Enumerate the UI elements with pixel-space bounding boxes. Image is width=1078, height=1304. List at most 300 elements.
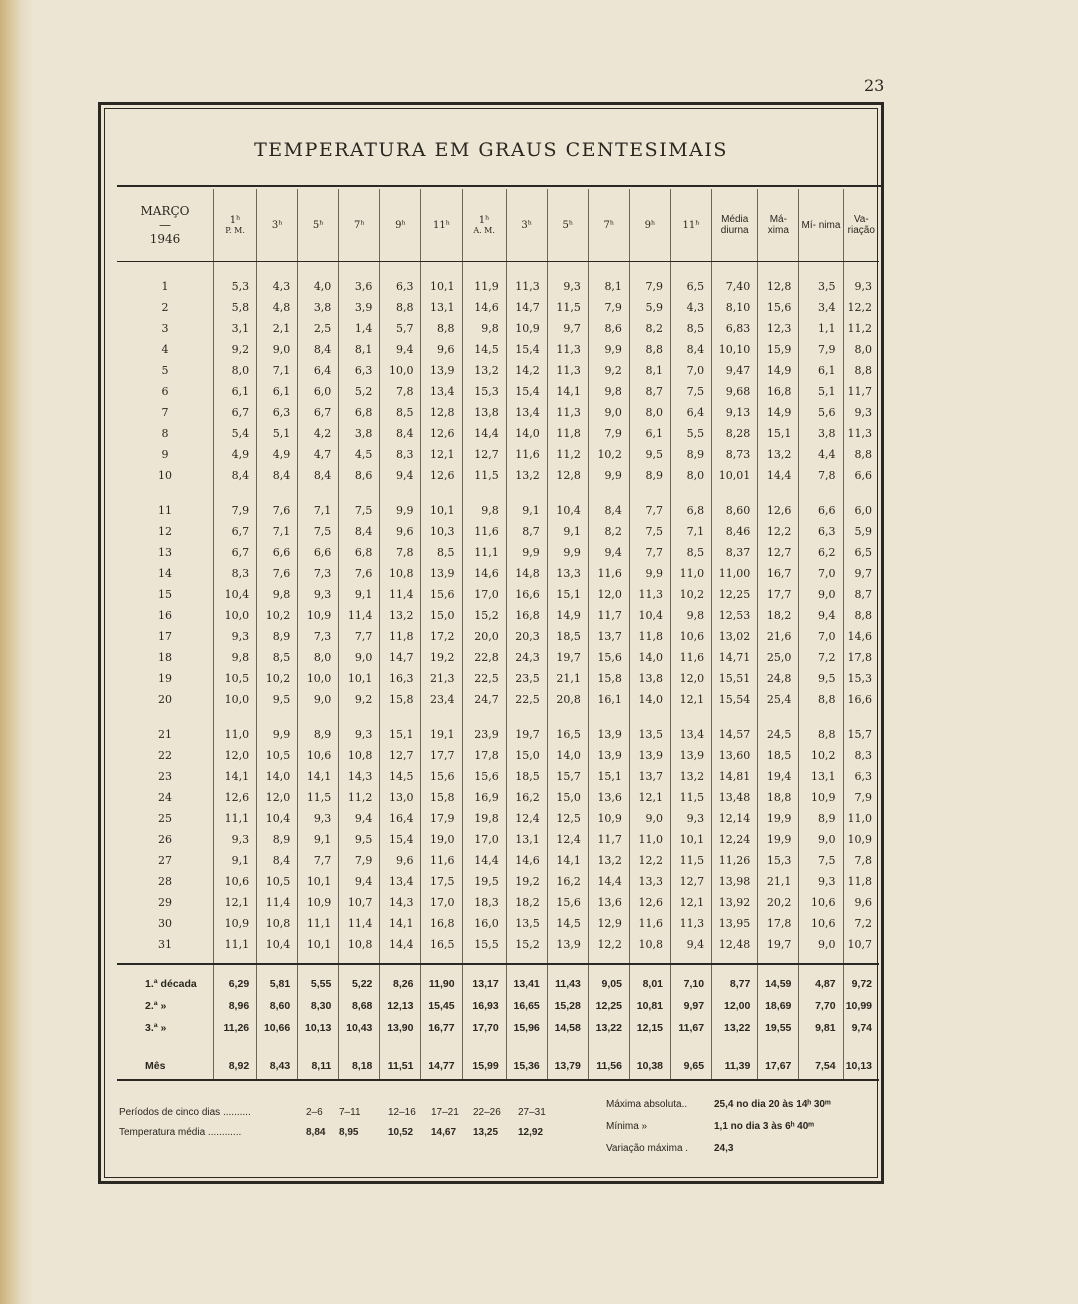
value-cell: 9,2 [214,339,257,360]
value-cell: 9,3 [298,584,339,605]
spacer-cell [547,710,588,724]
spacer-cell [117,262,214,277]
column-header-label: 11ʰ [432,219,451,231]
column-header-label: 7ʰ [354,219,365,231]
spacer-cell [758,486,799,500]
value-cell: 4,5 [339,444,380,465]
value-cell: 22,5 [462,668,506,689]
value-cell: 5,55 [298,973,339,995]
value-cell: 13,2 [588,850,629,871]
value-cell: 13,5 [629,724,670,745]
value-cell: 9,4 [339,871,380,892]
value-cell: 15,6 [588,647,629,668]
value-cell: 9,8 [588,381,629,402]
value-cell: 6,6 [799,500,843,521]
value-cell: 10,9 [843,829,879,850]
value-cell: 22,5 [506,689,547,710]
spacer-cell [257,964,298,973]
mean-value: 10,52 [388,1127,414,1138]
value-cell: 15,1 [547,584,588,605]
spacer-row [117,964,879,973]
value-cell: 12,14 [712,808,758,829]
value-cell: 14,6 [506,850,547,871]
row-label-cell: 12 [158,525,173,538]
value-cell: 2,5 [298,318,339,339]
value-cell: 8,73 [712,444,758,465]
value-cell: 4,9 [257,444,298,465]
value-cell: 8,9 [298,724,339,745]
spacer-cell [547,486,588,500]
spacer-cell [629,955,670,964]
value-cell: 24,7 [462,689,506,710]
value-cell: 8,6 [339,465,380,486]
value-cell: 12,2 [758,521,799,542]
value-cell: 9,0 [298,689,339,710]
value-cell: 13,0 [380,787,421,808]
value-cell: 8,1 [629,360,670,381]
value-cell: 18,2 [758,605,799,626]
value-cell: 12,0 [588,584,629,605]
spacer-cell [421,1039,462,1053]
value-cell: 14,77 [421,1053,462,1080]
value-cell: 8,77 [712,973,758,995]
spacer-cell [799,262,843,277]
value-cell: 24,5 [758,724,799,745]
value-cell: 10,5 [257,871,298,892]
value-cell: 12,6 [758,500,799,521]
value-cell: 15,6 [547,892,588,913]
value-cell: 15,4 [506,339,547,360]
column-header [547,189,588,262]
page-number: 23 [864,76,885,95]
value-cell: 10,13 [843,1053,879,1080]
row-label-cell: 21 [158,728,173,741]
value-cell: 10,4 [547,500,588,521]
spacer-cell [380,964,421,973]
value-cell: 10,2 [257,605,298,626]
value-cell: 9,9 [547,542,588,563]
value-cell: 16,0 [462,913,506,934]
value-cell: 14,59 [758,973,799,995]
value-cell: 17,70 [462,1017,506,1039]
value-cell: 10,1 [421,500,462,521]
value-cell: 9,6 [843,892,879,913]
column-header-label: 7ʰ [603,219,615,231]
value-cell: 25,4 [758,689,799,710]
row-label-cell: 9 [161,448,169,461]
value-cell: 24,8 [758,668,799,689]
value-cell: 14,0 [257,766,298,787]
spacer-cell [629,964,670,973]
value-cell: 5,9 [629,297,670,318]
value-cell: 5,3 [214,276,257,297]
value-cell: 8,0 [298,647,339,668]
period-value: 27–31 [518,1107,546,1118]
value-cell: 15,51 [712,668,758,689]
value-cell: 10,6 [298,745,339,766]
value-cell: 12,13 [380,995,421,1017]
value-cell: 15,4 [506,381,547,402]
value-cell: 5,9 [843,521,879,542]
table-body [117,262,879,1081]
value-cell: 8,2 [629,318,670,339]
value-cell: 9,8 [214,647,257,668]
row-label-cell: 22 [158,749,173,762]
column-header-label: Má- xima [767,214,789,236]
value-cell: 13,17 [462,973,506,995]
value-cell: 8,9 [257,829,298,850]
value-cell: 6,6 [257,542,298,563]
value-cell: 14,4 [588,871,629,892]
value-cell: 6,83 [712,318,758,339]
spacer-cell [629,710,670,724]
value-cell: 15,8 [588,668,629,689]
value-cell: 12,8 [547,465,588,486]
value-cell: 14,4 [758,465,799,486]
value-cell: 13,7 [588,626,629,647]
spacer-cell [588,710,629,724]
value-cell: 15,99 [462,1053,506,1080]
value-cell: 14,1 [214,766,257,787]
value-cell: 7,5 [339,500,380,521]
value-cell: 10,8 [257,913,298,934]
value-cell: 9,4 [380,339,421,360]
value-cell: 12,15 [629,1017,670,1039]
value-cell: 7,0 [671,360,712,381]
value-cell: 4,2 [298,423,339,444]
value-cell: 13,6 [588,787,629,808]
value-cell: 10,1 [298,871,339,892]
spacer-cell [298,262,339,277]
table-frame [98,102,884,1184]
value-cell: 7,2 [799,647,843,668]
value-cell: 5,1 [799,381,843,402]
column-header-label: 1ʰ [229,215,241,226]
day-row [117,423,879,444]
spacer-cell [117,964,214,973]
value-cell: 5,4 [214,423,257,444]
value-cell: 7,1 [671,521,712,542]
value-cell: 9,68 [712,381,758,402]
spacer-cell [547,1039,588,1053]
value-cell: 10,10 [712,339,758,360]
spacer-cell [117,486,214,500]
value-cell: 14,57 [712,724,758,745]
value-cell: 10,9 [588,808,629,829]
mean-value: 12,92 [518,1127,544,1138]
value-cell: 8,8 [843,605,879,626]
spacer-cell [421,964,462,973]
column-header [380,189,421,262]
day-row [117,787,879,808]
value-cell: 8,37 [712,542,758,563]
spacer-cell [588,262,629,277]
value-cell: 10,9 [298,605,339,626]
row-label-cell: 7 [161,406,169,419]
value-cell: 18,2 [506,892,547,913]
value-cell: 13,90 [380,1017,421,1039]
day-row [117,584,879,605]
mean-value: 8,84 [306,1127,326,1138]
value-cell: 10,7 [843,934,879,955]
value-cell: 13,2 [380,605,421,626]
value-cell: 16,2 [547,871,588,892]
row-label-cell: 19 [158,672,173,685]
value-cell: 12,0 [214,745,257,766]
value-cell: 12,9 [588,913,629,934]
value-cell: 19,7 [506,724,547,745]
value-cell: 10,6 [799,892,843,913]
spacer-cell [547,262,588,277]
value-cell: 10,4 [629,605,670,626]
value-cell: 23,9 [462,724,506,745]
column-header-label: 1ʰ [478,215,490,226]
value-cell: 9,4 [799,605,843,626]
value-cell: 11,1 [214,934,257,955]
periods-label: Períodos de cinco dias .......... [119,1107,251,1118]
value-cell: 9,4 [339,808,380,829]
spacer-cell [380,1039,421,1053]
value-cell: 11,7 [588,605,629,626]
value-cell: 8,4 [298,465,339,486]
variation-label: Variação máxima . [606,1143,689,1154]
value-cell: 12,1 [629,787,670,808]
value-cell: 10,7 [339,892,380,913]
spacer-cell [380,955,421,964]
spacer-cell [671,486,712,500]
decade-row [117,995,879,1017]
value-cell: 8,4 [298,339,339,360]
value-cell: 7,6 [257,500,298,521]
value-cell: 15,96 [506,1017,547,1039]
value-cell: 12,7 [758,542,799,563]
value-cell: 7,3 [298,563,339,584]
value-cell: 13,4 [421,381,462,402]
day-row [117,934,879,955]
value-cell: 12,0 [257,787,298,808]
value-cell: 24,3 [506,647,547,668]
column-header-label: Média diurna [720,214,749,236]
value-cell: 8,9 [671,444,712,465]
value-cell: 11,3 [843,423,879,444]
value-cell: 15,2 [506,934,547,955]
spacer-cell [257,486,298,500]
value-cell: 14,4 [462,423,506,444]
value-cell: 10,2 [588,444,629,465]
value-cell: 7,8 [380,542,421,563]
value-cell: 17,8 [462,745,506,766]
value-cell: 4,9 [214,444,257,465]
day-row [117,402,879,423]
value-cell: 13,4 [671,724,712,745]
value-cell: 11,0 [214,724,257,745]
row-label-cell: 17 [158,630,173,643]
value-cell: 19,2 [506,871,547,892]
column-header [671,189,712,262]
spacer-cell [671,1039,712,1053]
value-cell: 3,8 [339,423,380,444]
value-cell: 4,4 [799,444,843,465]
value-cell: 13,8 [462,402,506,423]
day-row [117,829,879,850]
value-cell: 3,8 [298,297,339,318]
value-cell: 4,3 [257,276,298,297]
value-cell: 15,6 [758,297,799,318]
value-cell: 11,1 [462,542,506,563]
value-cell: 11,8 [629,626,670,647]
column-header-label: 3ʰ [271,219,283,231]
value-cell: 9,47 [712,360,758,381]
value-cell: 10,9 [214,913,257,934]
value-cell: 9,3 [298,808,339,829]
value-cell: 15,54 [712,689,758,710]
day-row [117,381,879,402]
decade-row [117,1017,879,1039]
value-cell: 8,3 [380,444,421,465]
spacer-cell [257,955,298,964]
value-cell: 7,5 [799,850,843,871]
value-cell: 8,46 [712,521,758,542]
value-cell: 6,3 [380,276,421,297]
value-cell: 7,8 [380,381,421,402]
value-cell: 21,3 [421,668,462,689]
year-label: 1946 [149,232,181,246]
day-row [117,542,879,563]
row-label-cell: 25 [158,812,173,825]
value-cell: 13,2 [758,444,799,465]
value-cell: 19,7 [547,647,588,668]
value-cell: 10,81 [629,995,670,1017]
spacer-cell [799,964,843,973]
value-cell: 10,4 [214,584,257,605]
value-cell: 8,8 [629,339,670,360]
spacer-cell [671,710,712,724]
day-row [117,808,879,829]
value-cell: 15,9 [758,339,799,360]
row-label-cell: 26 [158,833,173,846]
value-cell: 12,7 [462,444,506,465]
value-cell: 4,3 [671,297,712,318]
value-cell: 14,0 [506,423,547,444]
value-cell: 9,1 [547,521,588,542]
value-cell: 14,2 [506,360,547,381]
value-cell: 20,3 [506,626,547,647]
spacer-cell [712,710,758,724]
day-row [117,871,879,892]
mean-value: 13,25 [473,1127,499,1138]
value-cell: 11,56 [588,1053,629,1080]
value-cell: 7,2 [843,913,879,934]
value-cell: 19,2 [421,647,462,668]
value-cell: 7,6 [339,563,380,584]
spacer-cell [421,710,462,724]
value-cell: 17,8 [758,913,799,934]
value-cell: 8,92 [214,1053,257,1080]
spacer-cell [506,710,547,724]
value-cell: 10,0 [214,689,257,710]
spacer-cell [214,486,257,500]
day-row [117,521,879,542]
spacer-cell [712,1039,758,1053]
value-cell: 8,8 [799,724,843,745]
spacer-cell [462,262,506,277]
spacer-cell [462,955,506,964]
value-cell: 14,0 [547,745,588,766]
spacer-cell [799,486,843,500]
row-label-cell: 27 [158,854,173,867]
value-cell: 13,41 [506,973,547,995]
value-cell: 6,7 [214,402,257,423]
value-cell: 11,2 [843,318,879,339]
value-cell: 10,6 [214,871,257,892]
spacer-cell [712,955,758,964]
value-cell: 10,4 [257,808,298,829]
value-cell: 8,7 [506,521,547,542]
value-cell: 3,9 [339,297,380,318]
value-cell: 11,1 [214,808,257,829]
column-header-label: Mí- nima [801,219,841,231]
value-cell: 18,5 [758,745,799,766]
value-cell: 7,7 [298,850,339,871]
value-cell: 9,3 [843,402,879,423]
value-cell: 9,72 [843,973,879,995]
spacer-row [117,486,879,500]
value-cell: 19,9 [758,808,799,829]
value-cell: 11,6 [629,913,670,934]
value-cell: 7,8 [843,850,879,871]
value-cell: 4,87 [799,973,843,995]
value-cell: 8,4 [588,500,629,521]
month-dash: — [159,218,172,232]
row-label-cell: 28 [158,875,173,888]
value-cell: 6,8 [339,402,380,423]
value-cell: 8,5 [380,402,421,423]
value-cell: 10,9 [298,892,339,913]
value-cell: 13,1 [506,829,547,850]
column-header [214,189,257,262]
value-cell: 11,00 [712,563,758,584]
value-cell: 13,79 [547,1053,588,1080]
value-cell: 16,5 [547,724,588,745]
value-cell: 10,8 [629,934,670,955]
value-cell: 6,8 [671,500,712,521]
value-cell: 8,5 [671,318,712,339]
value-cell: 15,1 [588,766,629,787]
value-cell: 13,98 [712,871,758,892]
value-cell: 11,3 [629,584,670,605]
value-cell: 14,71 [712,647,758,668]
value-cell: 19,0 [421,829,462,850]
value-cell: 9,74 [843,1017,879,1039]
period-value: 2–6 [306,1107,323,1118]
value-cell: 6,3 [799,521,843,542]
value-cell: 11,3 [547,360,588,381]
value-cell: 8,0 [214,360,257,381]
value-cell: 8,9 [799,808,843,829]
day-row [117,850,879,871]
day-row [117,276,879,297]
value-cell: 10,4 [257,934,298,955]
value-cell: 1,4 [339,318,380,339]
value-cell: 8,1 [339,339,380,360]
spacer-cell [758,955,799,964]
spacer-cell [380,710,421,724]
value-cell: 12,5 [547,808,588,829]
spacer-cell [506,486,547,500]
value-cell: 9,8 [462,318,506,339]
value-cell: 13,9 [629,745,670,766]
value-cell: 15,1 [380,724,421,745]
